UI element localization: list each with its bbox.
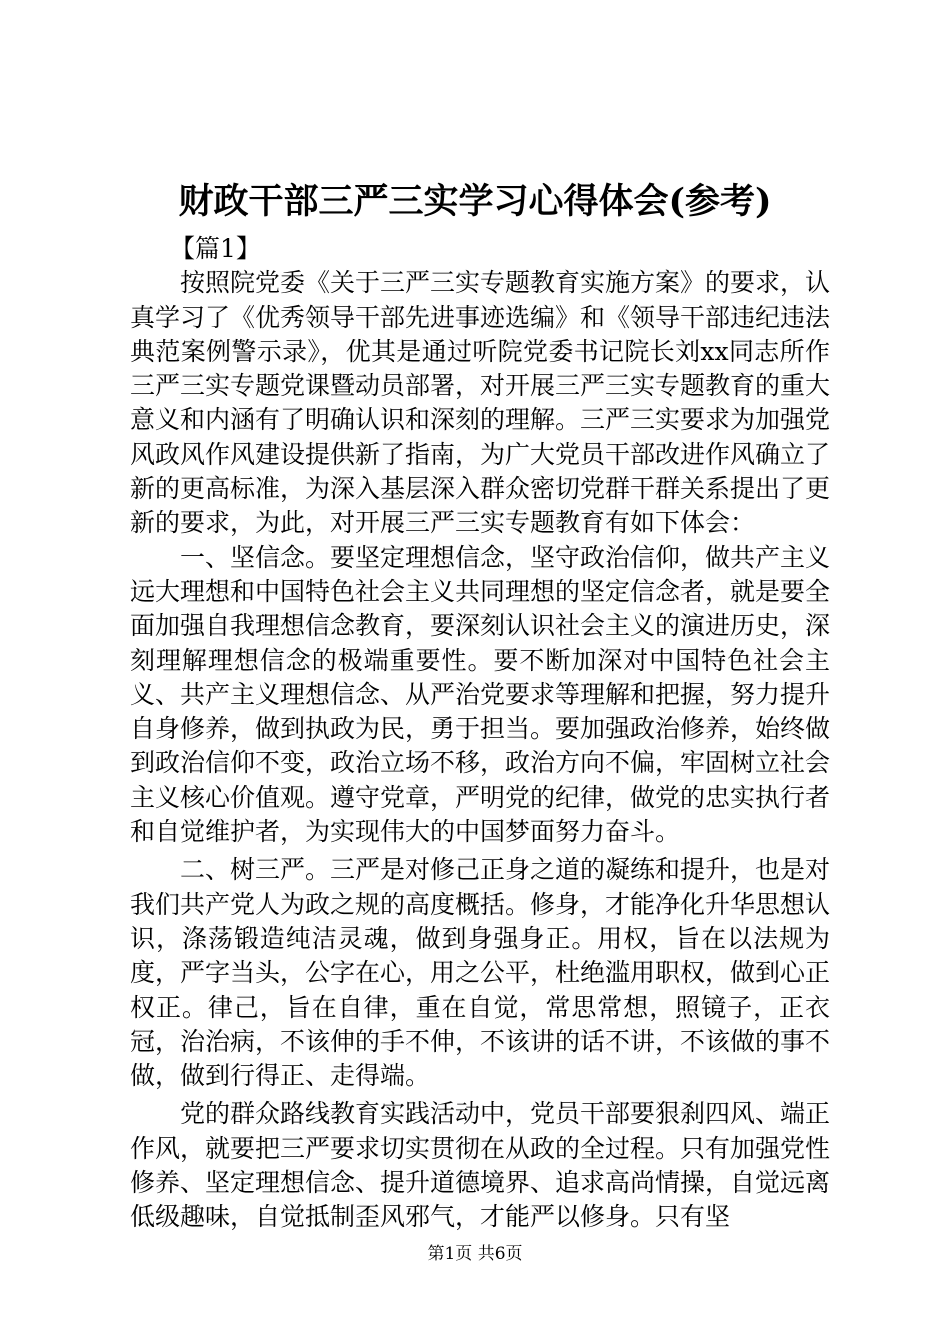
page-footer: 第1页 共6页 [427,1244,523,1264]
paragraph-three-stricts: 二、树三严。三严是对修己正身之道的凝练和提升，也是对我们共产党人为政之规的高度概括。修身，才能净化升华思想认识，涤荡锻造纯洁灵魂，做到身强身正。用权，旨在以法规为度，严字当头，公字在心，用之公平，杜绝滥用职权，做到心正权正。律己，旨在自律，重在自觉，常思常想，照镜子，正衣冠，治治病，不该伸的手不伸，不该讲的话不讲，不该做的事不做，做到行得正、走得端。 [130,855,831,1091]
paragraph-mass-line: 党的群众路线教育实践活动中，党员干部要狠刹四风、端正作风，就要把三严要求切实贯彻在从政的全过程。只有加强党性修养、坚定理想信念、提升道德境界、追求高尚情操，自觉远离低级趣味，自觉抵制歪风邪气，才能严以修身。只有坚 [130,1099,831,1232]
paragraph-conviction: 一、坚信念。要坚定理想信念，坚守政治信仰，做共产主义远大理想和中国特色社会主义共同理想的坚定信念者，就是要全面加强自我理想信念教育，要深刻认识社会主义的演进历史，深刻理解理想信念的极端重要性。要不断加深对中国特色社会主义、共产主义理想信念、从严治党要求等理解和把握，努力提升自身修养，做到执政为民，勇于担当。要加强政治修养，始终做到政治信仰不变，政治立场不移，政治方向不偏，牢固树立社会主义核心价值观。遵守党章，严明党的纪律，做党的忠实执行者和自觉维护者，为实现伟大的中国梦面努力奋斗。 [130,542,831,847]
document-body [130,232,830,1235]
paragraph-intro: 按照院党委《关于三严三实专题教育实施方案》的要求，认真学习了《优秀领导干部先进事迹选编》和《领导干部违纪违法典范案例警示录》，优其是通过听院党委书记院长刘xx同志所作三严三实专题党课暨动员部署，对开展三严三实专题教育的重大意义和内涵有了明确认识和深刻的理解。三严三实要求为加强党风政风作风建设提供新了指南，为广大党员干部改进作风确立了新的更高标准，为深入基层深入群众密切党群干群关系提出了更新的要求，为此，对开展三严三实专题教育有如下体会： [130,268,831,538]
section-label: 【篇1】 [170,234,261,263]
document-title: 财政干部三严三实学习心得体会(参考) [178,181,772,222]
